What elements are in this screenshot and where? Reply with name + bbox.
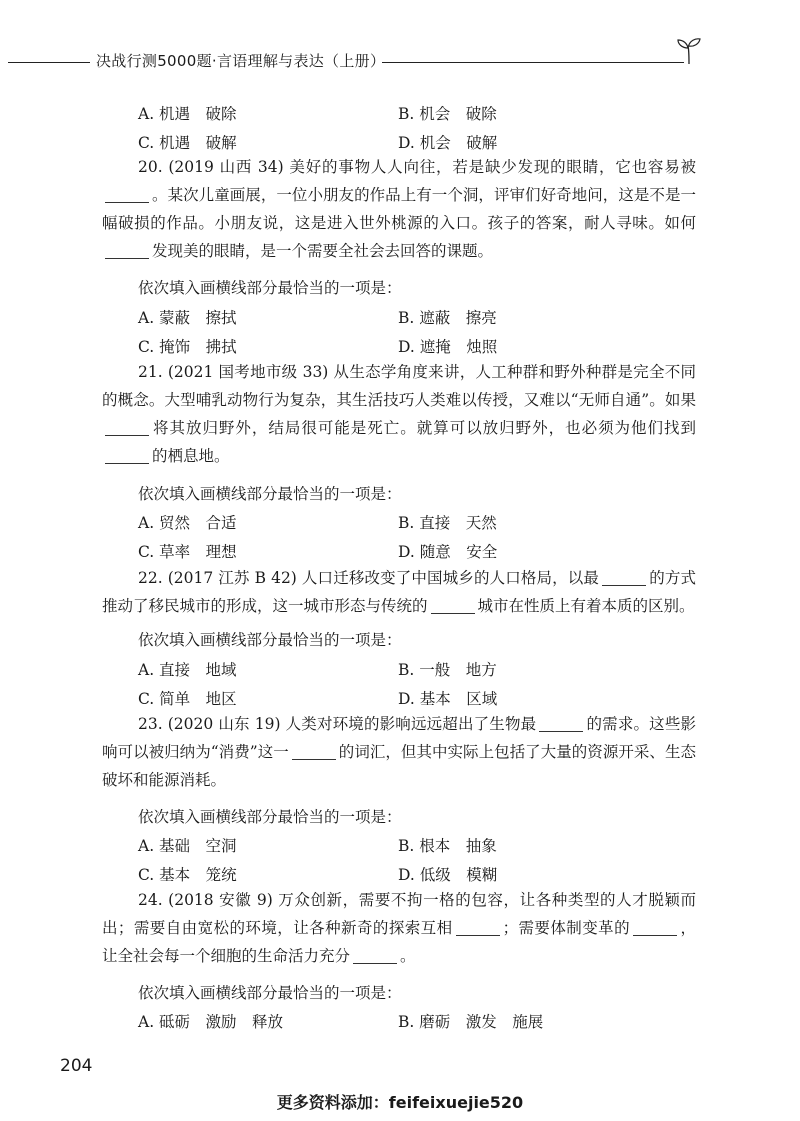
q23-text-3: 的词汇，但其中实际上包括了大量的资源开采、生态破坏和能源消耗。 xyxy=(102,743,696,789)
q21-option-b: B. 直接 天然 xyxy=(398,514,497,532)
q23-prompt: 依次填入画横线部分最恰当的一项是： xyxy=(138,808,402,826)
question-20-stem xyxy=(102,153,696,265)
answer-blank xyxy=(353,949,397,964)
q21-text-2: 将其放归野外，结局很可能是死亡。就算可以放归野外，也必须为他们找到 xyxy=(152,419,696,437)
q19-option-a: A. 机遇 破除 xyxy=(138,105,237,123)
q20-prompt: 依次填入画横线部分最恰当的一项是： xyxy=(138,279,402,297)
q22-text-2: 的方式推动了移民城市的形成，这一城市形态与传统的 xyxy=(102,569,696,615)
q20-option-a: A. 蒙蔽 擦拭 xyxy=(138,309,237,327)
q19-option-d: D. 机会 破解 xyxy=(398,134,498,152)
header-rule-right xyxy=(382,62,684,63)
q22-option-a: A. 直接 地域 xyxy=(138,661,237,679)
answer-blank xyxy=(539,717,583,732)
q19-option-c: C. 机遇 破解 xyxy=(138,134,237,152)
q24-text-4: 。 xyxy=(400,947,416,965)
answer-blank xyxy=(105,449,149,464)
q24-prompt: 依次填入画横线部分最恰当的一项是： xyxy=(138,984,402,1002)
question-22-stem xyxy=(102,564,696,620)
answer-blank xyxy=(292,745,336,760)
answer-blank xyxy=(602,571,646,586)
q23-option-b: B. 根本 抽象 xyxy=(398,837,497,855)
q24-text-2: ；需要体制变革的 xyxy=(502,919,631,937)
question-23-stem xyxy=(102,710,696,794)
page-number: 204 xyxy=(60,1056,93,1076)
answer-blank xyxy=(105,244,149,259)
answer-blank xyxy=(633,921,677,936)
q23-text-1: 23. (2020 山东 19) 人类对环境的影响远远超出了生物最 xyxy=(138,715,537,733)
sprout-icon xyxy=(676,36,702,66)
q20-option-d: D. 遮掩 烛照 xyxy=(398,338,498,356)
footer-note: 更多资料添加：feifeixuejie520 xyxy=(276,1093,524,1112)
answer-blank xyxy=(105,421,149,436)
q24-option-a: A. 砥砺 激励 释放 xyxy=(138,1013,284,1031)
answer-blank xyxy=(456,921,500,936)
q22-option-d: D. 基本 区域 xyxy=(398,690,498,708)
answer-blank xyxy=(431,599,475,614)
q20-option-b: B. 遮蔽 擦亮 xyxy=(398,309,497,327)
q24-option-b: B. 磨砺 激发 施展 xyxy=(398,1013,544,1031)
q24-text-1: 24. (2018 安徽 9) 万众创新，需要不拘一格的包容，让各种类型的人才脱颖而出；需要自由宽松的环境，让各种新奇的探索互相 xyxy=(102,891,696,937)
q23-option-c: C. 基本 笼统 xyxy=(138,866,237,884)
q21-option-d: D. 随意 安全 xyxy=(398,543,498,561)
q20-text-3: 发现美的眼睛，是一个需要全社会去回答的课题。 xyxy=(152,242,494,260)
q22-text-3: 城市在性质上有着本质的区别。 xyxy=(477,597,695,615)
q22-text-1: 22. (2017 江苏 B 42) 人口迁移改变了中国城乡的人口格局，以最 xyxy=(138,569,600,587)
q23-option-d: D. 低级 模糊 xyxy=(398,866,498,884)
header-rule-left xyxy=(8,62,90,63)
q21-text-3: 的栖息地。 xyxy=(152,447,230,465)
answer-blank xyxy=(105,188,149,203)
book-title: 决战行测5000题·言语理解与表达（上册） xyxy=(96,52,386,70)
q21-text-1: 21. (2021 国考地市级 33) 从生态学角度来讲，人工种群和野外种群是完全不同的概念。大型哺乳动物行为复杂，其生活技巧人类难以传授，又难以“无师自通”。如果 xyxy=(102,363,696,409)
q21-option-a: A. 贸然 合适 xyxy=(138,514,237,532)
q24-text-3: ，让全社会每一个细胞的生命活力充分 xyxy=(102,919,696,965)
q22-option-c: C. 简单 地区 xyxy=(138,690,237,708)
q20-text-2: 。某次儿童画展，一位小朋友的作品上有一个洞，评审们好奇地问，这是不是一幅破损的作品。小朋友说，这是进入世外桃源的入口。孩子的答案，耐人寻味。如何 xyxy=(102,186,696,232)
q22-prompt: 依次填入画横线部分最恰当的一项是： xyxy=(138,631,402,649)
question-24-stem xyxy=(102,886,696,970)
q20-text-1: 20. (2019 山西 34) 美好的事物人人向往，若是缺少发现的眼睛，它也容易被 xyxy=(138,158,696,176)
running-header xyxy=(0,0,800,80)
q22-option-b: B. 一般 地方 xyxy=(398,661,497,679)
question-21-stem xyxy=(102,358,696,470)
q19-option-b: B. 机会 破除 xyxy=(398,105,497,123)
q23-text-2: 的需求。这些影响可以被归纳为“消费”这一 xyxy=(102,715,696,761)
q23-option-a: A. 基础 空洞 xyxy=(138,837,237,855)
q21-option-c: C. 草率 理想 xyxy=(138,543,237,561)
q21-prompt: 依次填入画横线部分最恰当的一项是： xyxy=(138,485,402,503)
q20-option-c: C. 掩饰 拂拭 xyxy=(138,338,237,356)
